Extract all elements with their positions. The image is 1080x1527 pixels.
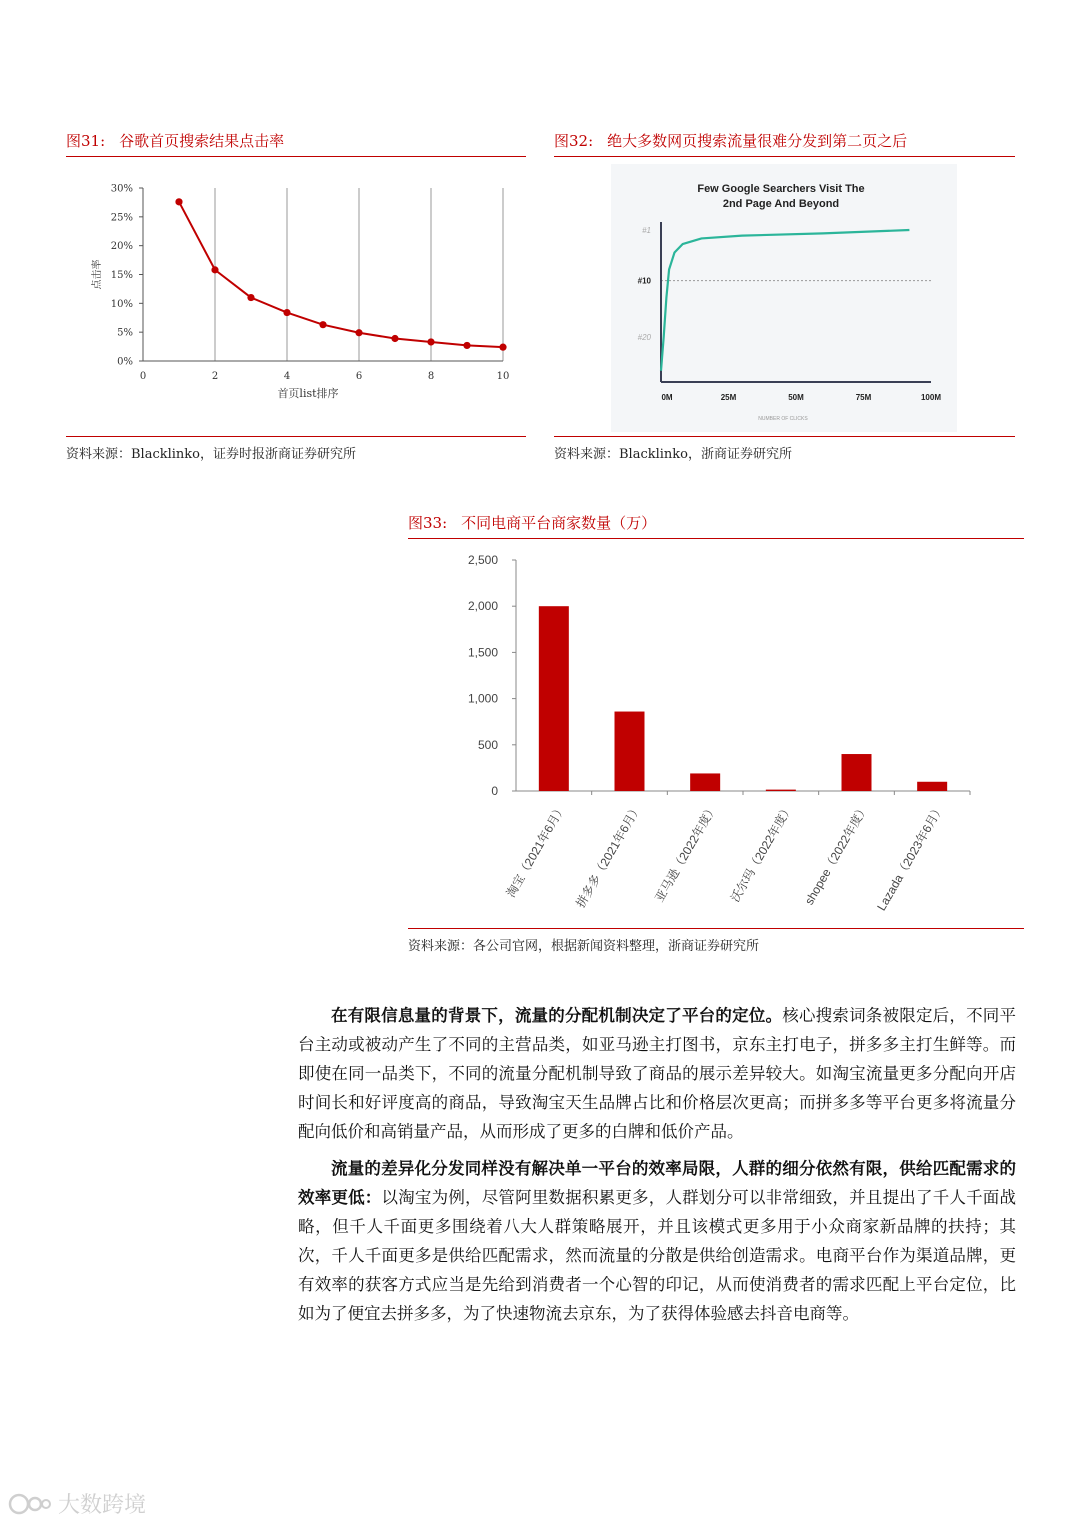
fig32-bottom-rule [554,436,1015,437]
fig33-top-rule [408,538,1024,539]
fig31-y-axis-label: 点击率 [92,259,103,290]
fig32-y-tick-label: #1 [642,226,651,235]
fig33-x-tick-label: shopee（2022年度） [801,801,872,908]
fig33-x-tick-label: 淘宝（2021年6月） [503,801,569,900]
fig33-x-tick-label: 沃尔玛（2022年度） [727,801,796,905]
fig33-number: 图33: [408,514,448,532]
fig33-y-tick-label: 2,500 [467,553,498,567]
fig33-y-tick-label: 1,500 [467,645,498,660]
fig31-y-tick-label: 0% [117,356,133,368]
fig33-bar [539,606,569,791]
fig33-title-text: 不同电商平台商家数量（万） [461,514,657,532]
fig31-title [66,130,284,151]
paragraph-2 [298,1154,1016,1328]
fig33-chart [408,546,1024,926]
fig32-y-tick-label: #10 [637,276,651,286]
fig31-source: 资料来源：Blacklinko，证券时报浙商证券研究所 [66,447,357,462]
fig33-y-tick-label: 1,000 [467,691,498,706]
fig31-y-tick-label: 30% [110,183,133,195]
fig31-x-tick-label: 2 [211,371,219,382]
fig32-title-text: 绝大多数网页搜索流量很难分发到第二页之后 [607,132,908,150]
fig31-y-tick-label: 15% [110,270,133,281]
fig32-y-tick-label: #20 [637,332,651,342]
fig32-x-tick-label: 50M [788,393,804,402]
fig33-y-tick-label: 2,000 [467,599,498,614]
fig31-chart [66,170,526,440]
fig31-data-point [427,338,434,345]
fig33-y-tick-label: 0 [491,784,498,798]
fig32-x-tick-label: 100M [920,393,942,402]
fig31-data-point [499,344,506,351]
watermark [8,1488,146,1519]
fig33-bar [766,790,796,791]
fig32-top-rule [554,156,1015,157]
paragraph-1 [298,1001,1016,1146]
fig31-top-rule [66,156,526,157]
fig31-y-tick-label: 5% [117,327,133,339]
fig31-data-point [391,335,398,342]
fig33-bar [690,773,720,791]
fig32-title [554,130,907,151]
fig32-x-tick-label: 0M [661,393,673,402]
fig33-x-tick-label: 亚马逊（2022年度） [652,801,720,905]
paragraph-1-lead: 在有限信息量的背景下，流量的分配机制决定了平台的定位。 [331,1006,783,1025]
fig32-source: 资料来源：Blacklinko，浙商证券研究所 [554,447,793,462]
fig31-series-line [179,202,503,347]
fig32-x-axis-label: NUMBER OF CLICKS [758,416,808,422]
paragraph-2-body: 以淘宝为例，尽管阿里数据积累更多，人群划分可以非常细致，并且提出了千人千面战略，但千人千面更多围绕着八大人群策略展开，并且该模式更多用于小众商家新品牌的扶持；其次，千人千面更多是供给匹配需求，然而流量的分散是供给创造需求。电商平台作为渠道品牌，更有效率的获客方式应当是先给到消费者一个心智的印记，从而使消费者的需求匹配上平台定位，比如为了便宜去拼多多，为了快速物流去京东，为了获得体验感去抖音电商等。 [298,1188,1017,1323]
fig32-chart [611,164,957,432]
logo-icon [8,1491,52,1517]
fig33-title [408,512,656,533]
fig31-data-point [463,342,470,349]
fig33-x-tick-label: 拼多多（2021年6月） [573,801,645,911]
fig31-data-point [355,329,362,336]
fig31-x-tick-label: 0 [139,371,147,382]
fig31-x-tick-label: 8 [427,371,435,382]
fig31-y-tick-label: 25% [110,212,133,224]
fig31-data-point [283,309,290,316]
fig33-bottom-rule [408,928,1024,929]
fig31-y-tick-label: 20% [110,241,133,253]
fig31-title-text: 谷歌首页搜索结果点击率 [119,132,285,150]
fig31-data-point [247,294,254,301]
fig31-x-axis-label: 首页list排序 [277,387,339,400]
fig32-chart-title-line2: 2nd Page And Beyond [722,198,840,210]
fig31-data-point [211,266,218,273]
fig33-bar [842,754,872,791]
fig33-x-tick-label: Lazada（2023年6月） [874,801,947,914]
fig31-bottom-rule [66,436,526,437]
fig31-x-tick-label: 4 [283,371,291,382]
body-text [298,1001,1016,1328]
fig33-y-tick-label: 500 [477,737,498,752]
fig32-x-tick-label: 75M [855,393,872,402]
fig32-number: 图32: [554,132,594,150]
fig31-data-point [319,321,326,328]
watermark-text: 大数跨境 [58,1493,147,1518]
fig31-y-tick-label: 10% [110,298,133,310]
fig31-data-point [175,198,182,205]
fig32-chart-title-line1: Few Google Searchers Visit The [697,183,865,195]
fig31-x-tick-label: 6 [355,371,363,382]
fig33-source: 资料来源：各公司官网，根据新闻资料整理，浙商证券研究所 [408,939,760,954]
fig31-x-tick-label: 10 [496,371,510,382]
fig32-x-tick-label: 25M [720,393,737,402]
paragraph-2-lead: 流量的差异化分发同样没有解决单一平台的效率局限，人群的细分依然有限，供给匹配需求的效率更低： [298,1159,1016,1207]
fig33-bar [615,712,645,791]
fig33-bar [917,782,947,791]
fig31-number: 图31: [66,132,106,150]
paragraph-1-body: 核心搜索词条被限定后，不同平台主动或被动产生了不同的主营品类，如亚马逊主打图书，京东主打电子，拼多多主打生鲜等。而即使在同一品类下，不同的流量分配机制导致了商品的展示差异较大。如淘宝流量更多分配向开店时间长和好评度高的商品，导致淘宝天生品牌占比和价格层次更高；而拼多多等平台更多将流量分配向低价和高销量产品，从而形成了更多的白牌和低价产品。 [298,1006,1017,1141]
